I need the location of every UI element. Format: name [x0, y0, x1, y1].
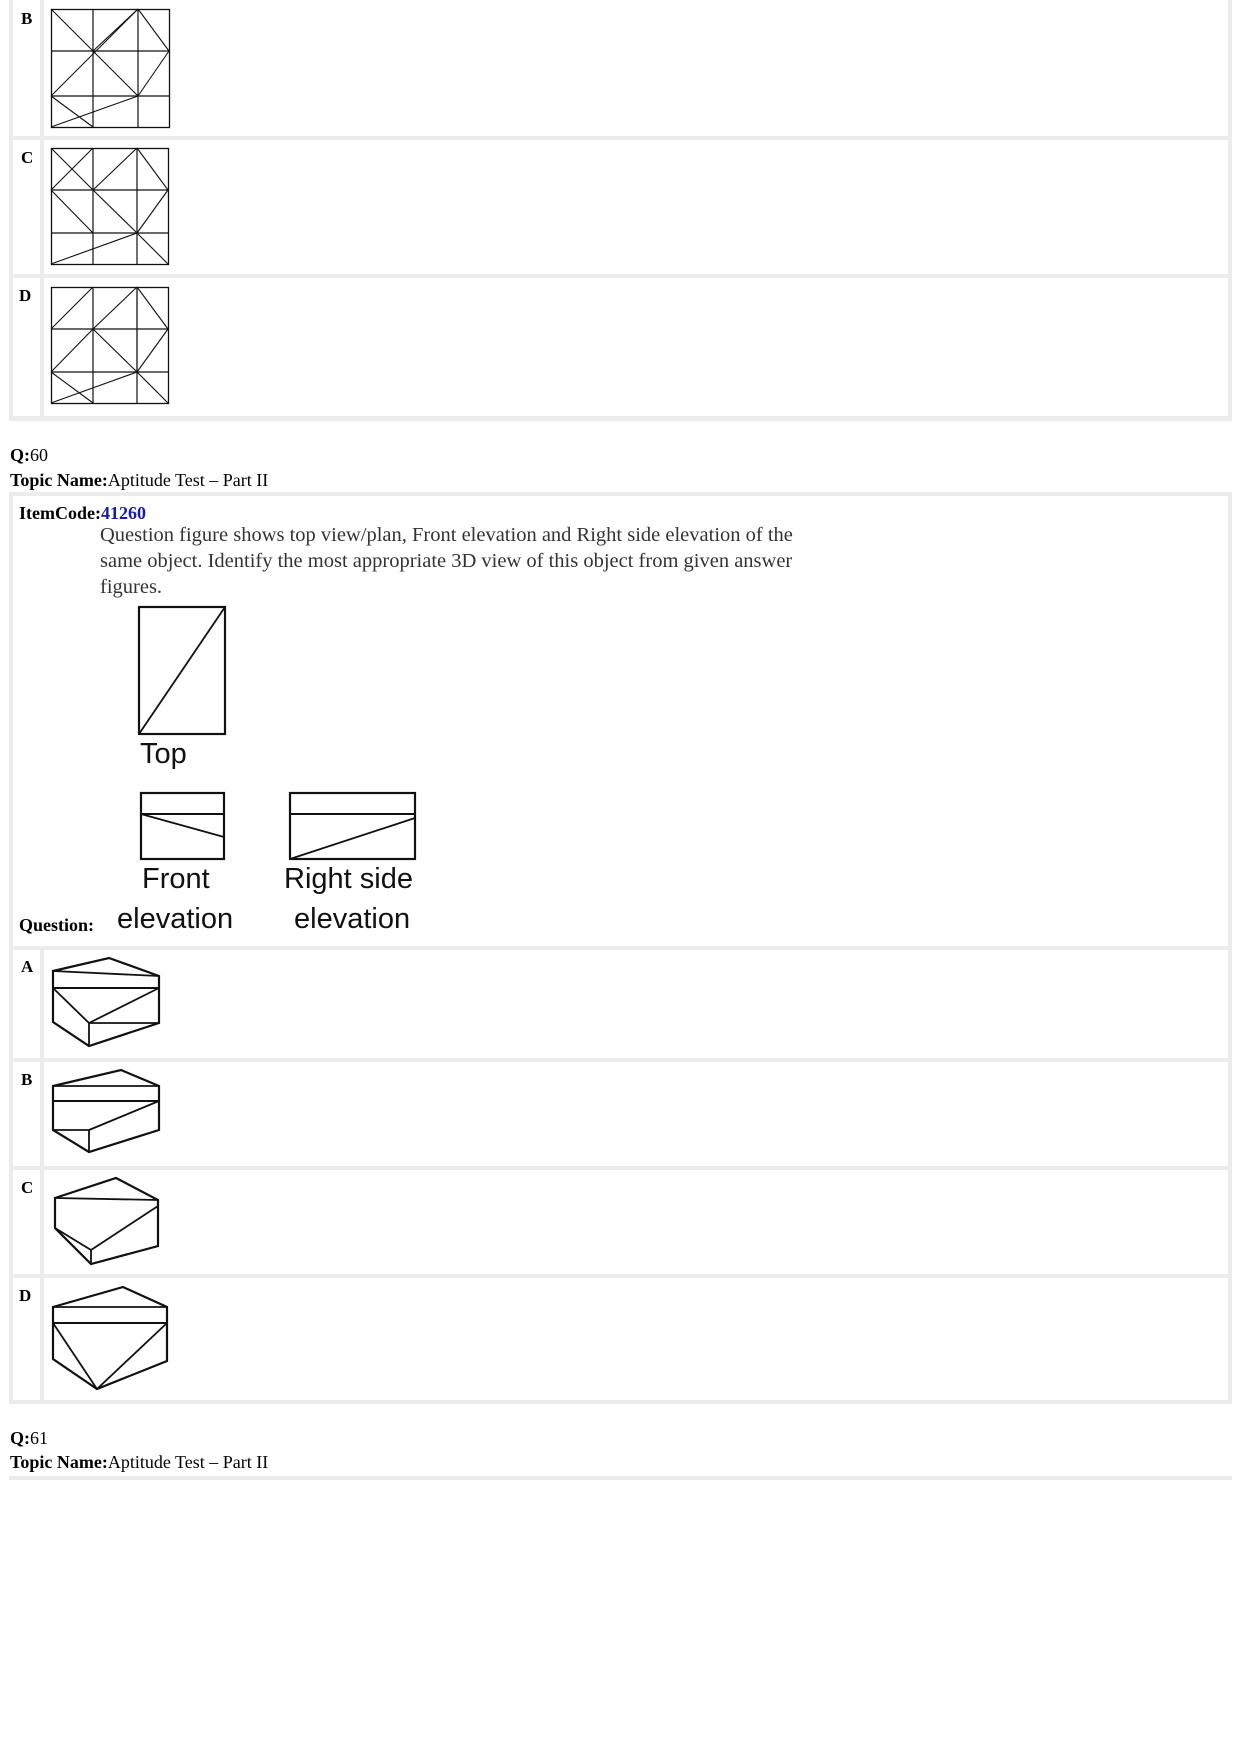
question-label: Q:	[10, 445, 30, 465]
option-a-figure-cell	[44, 950, 1228, 1058]
front-elevation-label-line2: elevation	[117, 903, 234, 935]
right-side-elevation-label-line2: elevation	[294, 903, 411, 935]
option-b-figure-cell	[44, 0, 1228, 136]
top-view-label: Top	[140, 738, 187, 770]
itemcode-line	[19, 503, 146, 524]
topic-value: Aptitude Test – Part II	[107, 470, 269, 490]
front-elevation-label-line1: Front	[142, 863, 210, 895]
question-text: Question figure shows top view/plan, Front elevation and Right side elevation of the same object. Identify the most appropriate 3D view of this object from given answer figures.	[100, 524, 793, 598]
question-label: Q:	[10, 1428, 30, 1448]
topic-label: Topic Name:	[10, 1452, 108, 1472]
option-d-figure-cell	[44, 1278, 1228, 1400]
top-view-figure	[138, 606, 228, 736]
question-field-label: Question:	[19, 915, 95, 935]
3d-view-a-figure	[51, 956, 163, 1048]
grid-pattern-d-figure	[51, 287, 171, 405]
option-c-figure-cell	[44, 140, 1228, 274]
option-letter: A	[21, 957, 34, 976]
question-number-line	[10, 1428, 48, 1449]
option-letter: D	[19, 286, 32, 305]
question-number-line	[10, 445, 48, 466]
topic-line	[10, 1452, 268, 1473]
right-side-elevation-label-line1: Right side	[284, 863, 413, 895]
option-letter: C	[21, 148, 34, 167]
itemcode-value: 41260	[100, 503, 146, 523]
question-61-table-top-border	[9, 1476, 1232, 1480]
itemcode-label: ItemCode:	[19, 503, 101, 523]
question-number: 61	[30, 1428, 48, 1448]
option-letter: D	[19, 1286, 32, 1305]
option-c-figure-cell	[44, 1170, 1228, 1274]
3d-view-b-figure	[51, 1068, 163, 1156]
option-d-figure-cell	[44, 278, 1228, 416]
right-side-elevation-figure	[289, 792, 417, 862]
option-b-figure-cell	[44, 1062, 1228, 1166]
option-letter: B	[21, 1070, 33, 1089]
topic-label: Topic Name:	[10, 470, 108, 490]
topic-line	[10, 470, 268, 491]
front-elevation-figure	[140, 792, 226, 862]
grid-pattern-b-figure	[51, 9, 171, 129]
topic-value: Aptitude Test – Part II	[107, 1452, 269, 1472]
3d-view-d-figure	[51, 1285, 171, 1393]
grid-pattern-c-figure	[51, 148, 171, 266]
option-letter: C	[21, 1178, 34, 1197]
question-number: 60	[30, 445, 48, 465]
option-letter: B	[21, 9, 33, 28]
question-label-line	[19, 915, 94, 936]
3d-view-c-figure	[51, 1176, 163, 1268]
